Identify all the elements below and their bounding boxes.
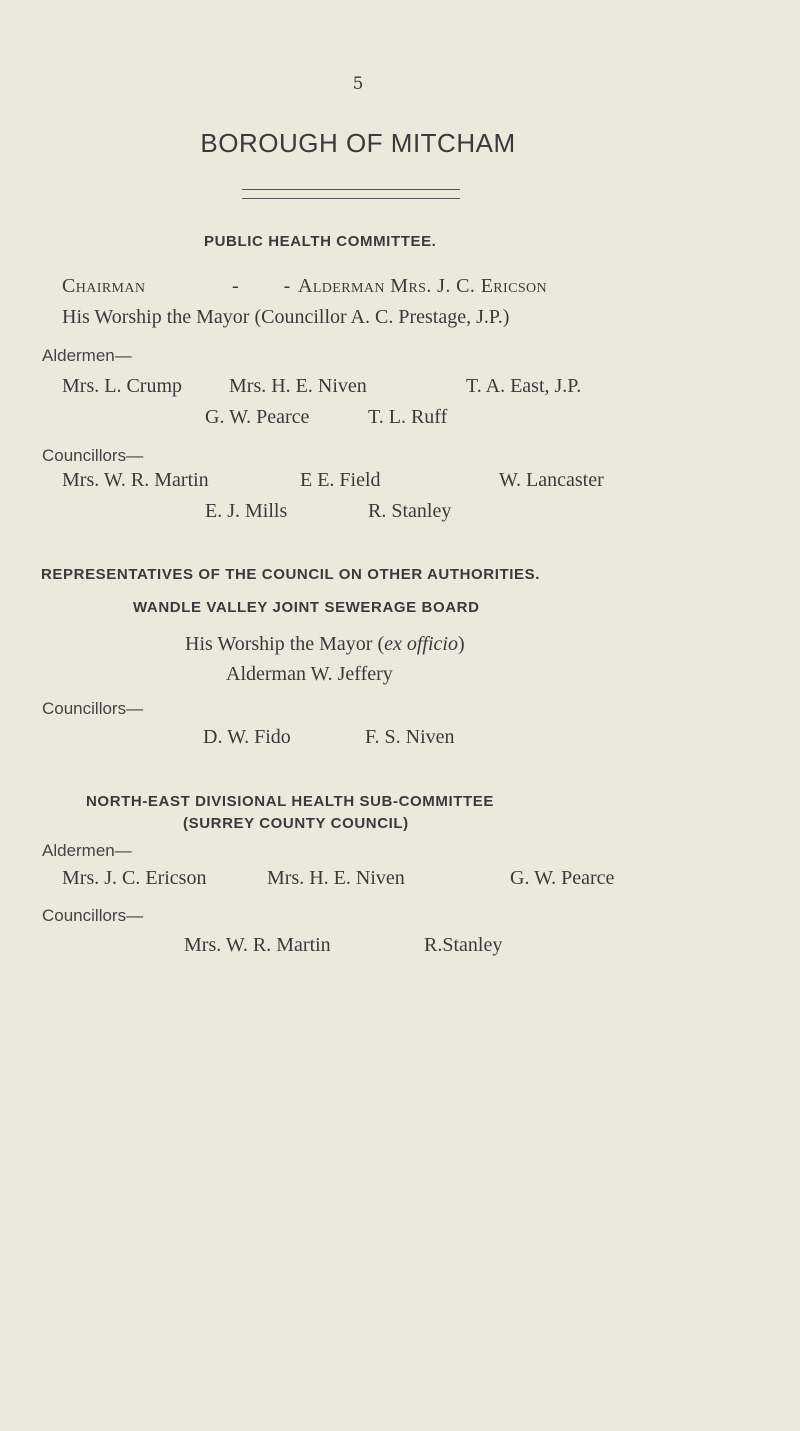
councillor-name: Mrs. W. R. Martin: [62, 469, 209, 491]
chairman-label: Chairman: [62, 275, 146, 297]
section-heading-wandle-valley: WANDLE VALLEY JOINT SEWERAGE BOARD: [133, 599, 480, 616]
page-title: BOROUGH OF MITCHAM: [200, 128, 516, 158]
wandle-alderman: Alderman W. Jeffery: [226, 663, 393, 685]
mayor-suffix: ): [457, 633, 465, 655]
aldermen-label: Aldermen—: [42, 841, 132, 860]
divider-rule: [242, 198, 460, 199]
chairman-dashes: - -: [232, 275, 291, 297]
aldermen-label: Aldermen—: [42, 346, 132, 365]
mayor-ex-officio: ex officio: [384, 633, 458, 655]
councillor-name: E. J. Mills: [205, 500, 288, 522]
councillor-name: D. W. Fido: [203, 726, 291, 748]
section-subheading-surrey: (SURREY COUNTY COUNCIL): [183, 815, 409, 832]
councillors-label: Councillors—: [42, 699, 144, 718]
alderman-name: Mrs. H. E. Niven: [229, 375, 367, 397]
section-heading-public-health: PUBLIC HEALTH COMMITTEE.: [204, 233, 437, 250]
councillor-name: Mrs. W. R. Martin: [184, 934, 331, 956]
divider-rule: [242, 189, 460, 190]
alderman-name: Mrs. L. Crump: [62, 375, 182, 397]
councillor-name: E E. Field: [300, 469, 381, 491]
alderman-name: T. L. Ruff: [368, 406, 448, 428]
chairman-name: Alderman Mrs. J. C. Ericson: [298, 275, 548, 297]
alderman-name: T. A. East, J.P.: [466, 375, 582, 397]
wandle-mayor-line: [185, 633, 465, 656]
section-heading-representatives: REPRESENTATIVES OF THE COUNCIL ON OTHER AUTHORITIES.: [41, 566, 541, 583]
alderman-name: Mrs. H. E. Niven: [267, 867, 405, 889]
councillor-name: R.Stanley: [424, 934, 503, 956]
councillors-label: Councillors—: [42, 906, 144, 925]
alderman-name: G. W. Pearce: [205, 406, 310, 428]
councillor-name: R. Stanley: [368, 500, 452, 522]
alderman-name: G. W. Pearce: [510, 867, 615, 889]
councillors-label: Councillors—: [42, 446, 144, 465]
page-number: 5: [352, 74, 364, 94]
alderman-name: Mrs. J. C. Ericson: [62, 867, 207, 889]
mayor-prefix: His Worship the Mayor (: [185, 633, 385, 655]
mayor-line: His Worship the Mayor (Councillor A. C. Prestage, J.P.): [62, 306, 510, 328]
section-heading-north-east: NORTH-EAST DIVISIONAL HEALTH SUB-COMMITTEE: [86, 793, 494, 810]
councillor-name: F. S. Niven: [365, 726, 455, 748]
councillor-name: W. Lancaster: [499, 469, 604, 491]
